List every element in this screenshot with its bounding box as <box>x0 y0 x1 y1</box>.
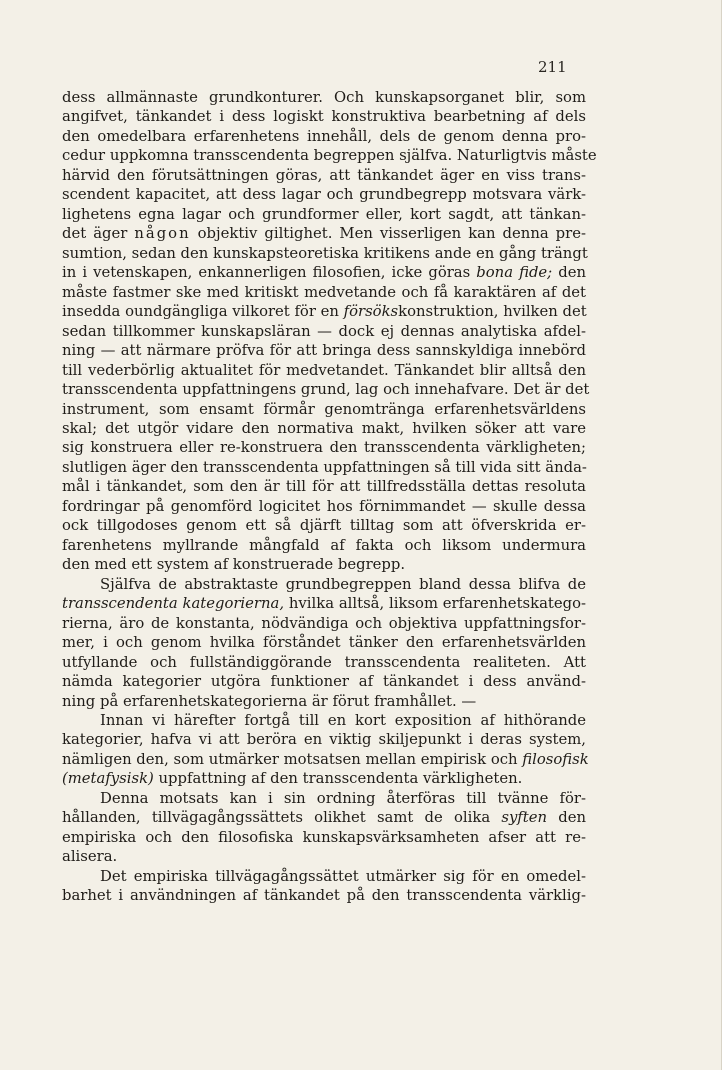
text-line: nämligen den, som utmärker motsatsen mellan empirisk och filosofisk <box>62 750 589 768</box>
text-line: Själfva de abstraktaste grundbegreppen bland dessa blifva de <box>100 575 586 593</box>
text-line: sedan tillkommer kunskapsläran — dock ej dennas analytiska afdel- <box>62 322 586 340</box>
text-line: fordringar på genomförd logicitet hos förnimmandet — skulle dessa <box>62 497 586 515</box>
text-line: till vederbörlig aktualitet för medvetandet. Tänkandet blir alltså den <box>62 361 586 379</box>
text-line: Denna motsats kan i sin ordning återföras till tvänne för- <box>100 789 586 807</box>
text-line: den med ett system af konstruerade begrepp. <box>62 556 406 574</box>
text-line: nämda kategorier utgöra funktioner af tänkandet i dess använd- <box>62 673 586 691</box>
text-line: ning på erfarenhetskategorierna är förut framhållet. — <box>62 692 477 710</box>
emphasis-text: syften <box>501 809 548 827</box>
text-line: måste fastmer ske med kritiskt medvetande och få karaktären af det <box>62 283 586 301</box>
emphasis-text: filosofisk <box>522 750 589 768</box>
text-line: slutligen äger den transscendenta uppfattningen så till vida sitt ända- <box>62 458 587 476</box>
text-line: ning — att närmare pröfva för att bringa dess sannskyldiga innebörd <box>62 342 586 360</box>
text-line: transscendenta uppfattningens grund, lag och innehafvare. Det är det <box>62 381 590 399</box>
page-number: 211 <box>538 58 567 76</box>
body-text <box>62 88 597 906</box>
text-line: Innan vi härefter fortgå till en kort exposition af hithörande <box>100 712 586 729</box>
emphasis-text: transscendenta kategorierna, <box>62 595 285 613</box>
text-line: lighetens egna lagar och grundformer eller, kort sagdt, att tänkan- <box>62 205 586 223</box>
text-line: instrument, som ensamt förmår genomtränga erfarenhetsvärldens <box>62 400 586 418</box>
text-line: skal; det utgör vidare den normativa makt, hvilken söker att vare <box>62 419 586 437</box>
text-line: den omedelbara erfarenhetens innehåll, dels de genom denna pro- <box>62 127 586 145</box>
text-line: det äger någon objektiv giltighet. Men visserligen kan denna pre- <box>62 225 586 243</box>
text-line: angifvet, tänkandet i dess logiskt konstruktiva bearbetning af dels <box>62 108 586 126</box>
text-line: barhet i användningen af tänkandet på den transscendenta värklig- <box>62 887 586 905</box>
text-line: sumtion, sedan den kunskapsteoretiska kritikens ande en gång trängt <box>62 244 588 262</box>
emphasis-text: bona fide; <box>476 264 553 282</box>
text-line: insedda oundgängliga vilkoret för en försökskonstruktion, hvilken det <box>62 303 587 321</box>
text-line: scendent kapacitet, att dess lagar och grundbegrepp motsvara värk- <box>62 186 586 204</box>
text-line: utfyllande och fullständiggörande transscendenta realiteten. Att <box>62 653 586 671</box>
text-line: härvid den förutsättningen göras, att tänkandet äger en viss trans- <box>62 166 586 184</box>
text-line: mer, i och genom hvilka förståndet tänker den erfarenhetsvärlden <box>62 634 586 652</box>
text-line: kategorier, hafva vi att beröra en viktig skiljepunkt i deras system, <box>62 731 586 749</box>
text-line: hållanden, tillvägagångssättets olikhet samt de olika syften den <box>62 809 586 827</box>
text-line: dess allmännaste grundkonturer. Och kunskapsorganet blir, som <box>62 89 586 106</box>
text-line: alisera. <box>62 848 118 866</box>
text-line: transscendenta kategorierna, hvilka alltså, liksom erfarenhetskatego- <box>62 595 586 613</box>
emphasis-text: någon <box>134 225 191 243</box>
text-line: (metafysisk) uppfattning af den transscendenta värkligheten. <box>62 770 523 788</box>
text-line: ock tillgodoses genom ett så djärft tilltag som att öfverskrida er- <box>62 517 586 535</box>
text-line: farenhetens myllrande mångfald af fakta och liksom undermura <box>62 536 586 554</box>
text-line: rierna, äro de konstanta, nödvändiga och objektiva uppfattningsfor- <box>62 614 586 632</box>
text-line: empiriska och den filosofiska kunskapsvärksamheten afser att re- <box>62 828 586 846</box>
text-line: Det empiriska tillvägagångssättet utmärker sig för en omedel- <box>100 867 586 885</box>
text-line: cedur uppkomna transscendenta begreppen själfva. Naturligtvis måste <box>62 147 597 165</box>
text-line: sig konstruera eller re-konstruera den transscendenta värkligheten; <box>62 439 586 457</box>
text-line: mål i tänkandet, som den är till för att tillfredsställa dettas resoluta <box>62 478 586 496</box>
emphasis-text: försöks <box>343 303 399 321</box>
text-line: in i vetenskapen, enkannerligen filosofien, icke göras bona fide; den <box>62 264 586 282</box>
emphasis-text: (metafysisk) <box>62 770 154 788</box>
